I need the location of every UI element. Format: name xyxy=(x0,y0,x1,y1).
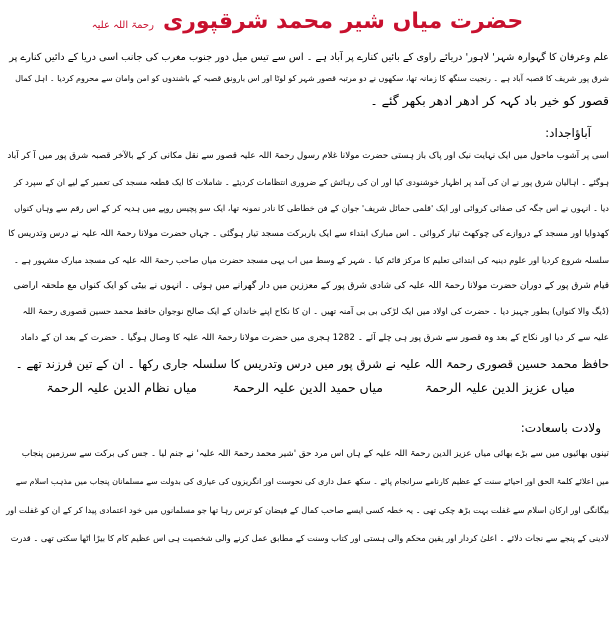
ancestors-line: کھدوایا اور مسجد کے دروازے کی چوکھٹ تیار کروائی ۔ اس مبارک ابتداء سے ایک باربرکت مسجد تیار ہوگئی ۔ جہاں حضرت مولانا رحمۃ اللہ علیہ نے درس وتدریس کا xyxy=(8,229,609,239)
birth-line: میں اعلائے کلمۃ الحق اور احیائے سنت کے عظیم کارنامے سرانجام پائے ۔ سکھ عمل داری کی نحوست اور انگریزوں کی عیاری کی بدولت سے مسلمانان پنجاب میں مذہب اسلام سے xyxy=(15,477,609,486)
title-text: حضرت میاں شیر محمد شرقپوری xyxy=(163,9,524,34)
son-name: میاں نظام الدین علیہ الرحمۃ xyxy=(46,380,197,395)
ancestors-line: علیہ سے کر دیا اور نکاح کے بعد وہ قصور سے شرق پور ہی چلے آئے ۔ 1282 ہجری میں حضرت مولانا رحمۃ اللہ علیہ کا وصال ہوگیا ۔ حضرت کے بعد ان کے داماد xyxy=(20,333,609,343)
page-title xyxy=(0,8,615,40)
ancestors-line: اسی پر آشوب ماحول میں ایک نہایت نیک اور پاک باز ہستی حضرت مولانا غلام رسول رحمۃ اللہ علیہ قصور سے نقل مکانی کر کے بالآخر قصبہ شرق پور میں آ کر آباد xyxy=(7,151,609,161)
title-honorific: رحمۃ اللہ علیہ xyxy=(91,20,154,31)
ancestors-line: قیام شرق پور کے دوران حضرت مولانا رحمۃ اللہ علیہ کی شادی شرق پور کے معززین میں دار گھرانے میں ہوئی ۔ انہوں نے بیٹی کو ایک کنواں مع ملحقہ اراضی xyxy=(13,281,609,291)
ancestors-line: سلسلہ شروع کردیا اور علوم دینیہ کی ابتدائی تعلیم کا مرکز قائم کیا ۔ شہر کے وسط میں اب یہی مسجد حضرت میاں صاحب رحمۃ اللہ علیہ کی مسجد مبارک مشہور ہے ۔ xyxy=(13,255,609,265)
ancestors-line: (ڈیگ والا کنواں) بطور جہیز دیا ۔ حضرت کی اولاد میں ایک لڑکی بی بی آمنہ تھیں ۔ ان کا نکاح اپنے خاندان کے ایک صالح نوجوان حافظ محمد حسین قصوری رحمۃ اللہ xyxy=(22,307,609,317)
son-name: میاں عزیز الدین علیہ الرحمۃ xyxy=(424,380,575,395)
ancestors-line: دیا ۔ انہوں نے اس جگہ کی صفائی کروائی اور ایک 'قلمی حمائل شریف' جوان کے فن خطاطی کا نادر نمونہ تھا، ایک سو پچیس روپے میں ہدیہ کر کے اس رقم سے وہاں کنواں xyxy=(14,203,609,213)
intro-line: علم وعرفان کا گہوارہ شہر' لاہور' دریائے راوی کے بائیں کنارے پر آباد ہے ۔ اس سے تیس میل دور جنوب مغرب کی جانب اسی دریا کے دائیں کنارے پر xyxy=(9,52,609,63)
birth-line: بیگانگی اور ارکان اسلام سے غفلت بہت بڑھ چکی تھی ۔ یہ خطہ کسی ایسے صاحب کمال کے فیضان کو ترس رہا تھا جو مسلمانوں میں خود اعتمادی پیدا کر کے ان کو غفلت اور xyxy=(6,505,609,515)
intro-line: قصور کو خیر باد کہہ کر ادھر ادھر بکھر گئے ۔ xyxy=(370,93,609,108)
birth-heading: ولادت باسعادت: xyxy=(520,421,601,435)
birth-line: تینوں بھائیوں میں سے بڑے بھائی میاں عزیز الدین رحمۃ اللہ علیہ کے ہاں اس مرد حق 'شیر محمد رحمۃ اللہ علیہ' نے جنم لیا ۔ جس کی برکت سے سرزمین پنجاب xyxy=(21,449,609,459)
birth-line: لادینی کے پنجے سے نجات دلائے ۔ اعلیٰ کردار اور یقین محکم والی ہستی اور کتاب وسنت کے مطابق عمل کرنے والی شخصیت ہی اس عظیم کام کا بیڑا اٹھا سکتی تھی ۔ قدرت xyxy=(10,533,609,543)
ancestors-line: ہوگئے ۔ اہالیان شرق پور نے ان کی آمد پر اظہار خوشنودی کیا اور ان کی رہائش کے ضروری انتظامات کردیئے ۔ شاملات کا ایک قطعہ مسجد کی تعمیر کے لیے ان کے سپرد کر xyxy=(13,177,609,187)
son-name: میاں حمید الدین علیہ الرحمۃ xyxy=(232,380,383,395)
ancestors-heading: آباؤاجداد: xyxy=(545,126,591,140)
ancestors-line: حافظ محمد حسین قصوری رحمۃ اللہ علیہ نے شرق پور میں درس وتدریس کا سلسلہ جاری رکھا ۔ ان کے تین فرزند تھے ۔ xyxy=(15,357,609,371)
intro-line: شرق پور شریف کا قصبہ آباد ہے ۔ رنجیت سنگھ کا زمانہ تھا، سکھوں نے دو مرتبہ قصور شہر کو لوٹا اور اس بارونق قصبہ کے باشندوں کو امن وامان سے محروم کردیا ۔ اہل کمال xyxy=(15,74,609,83)
